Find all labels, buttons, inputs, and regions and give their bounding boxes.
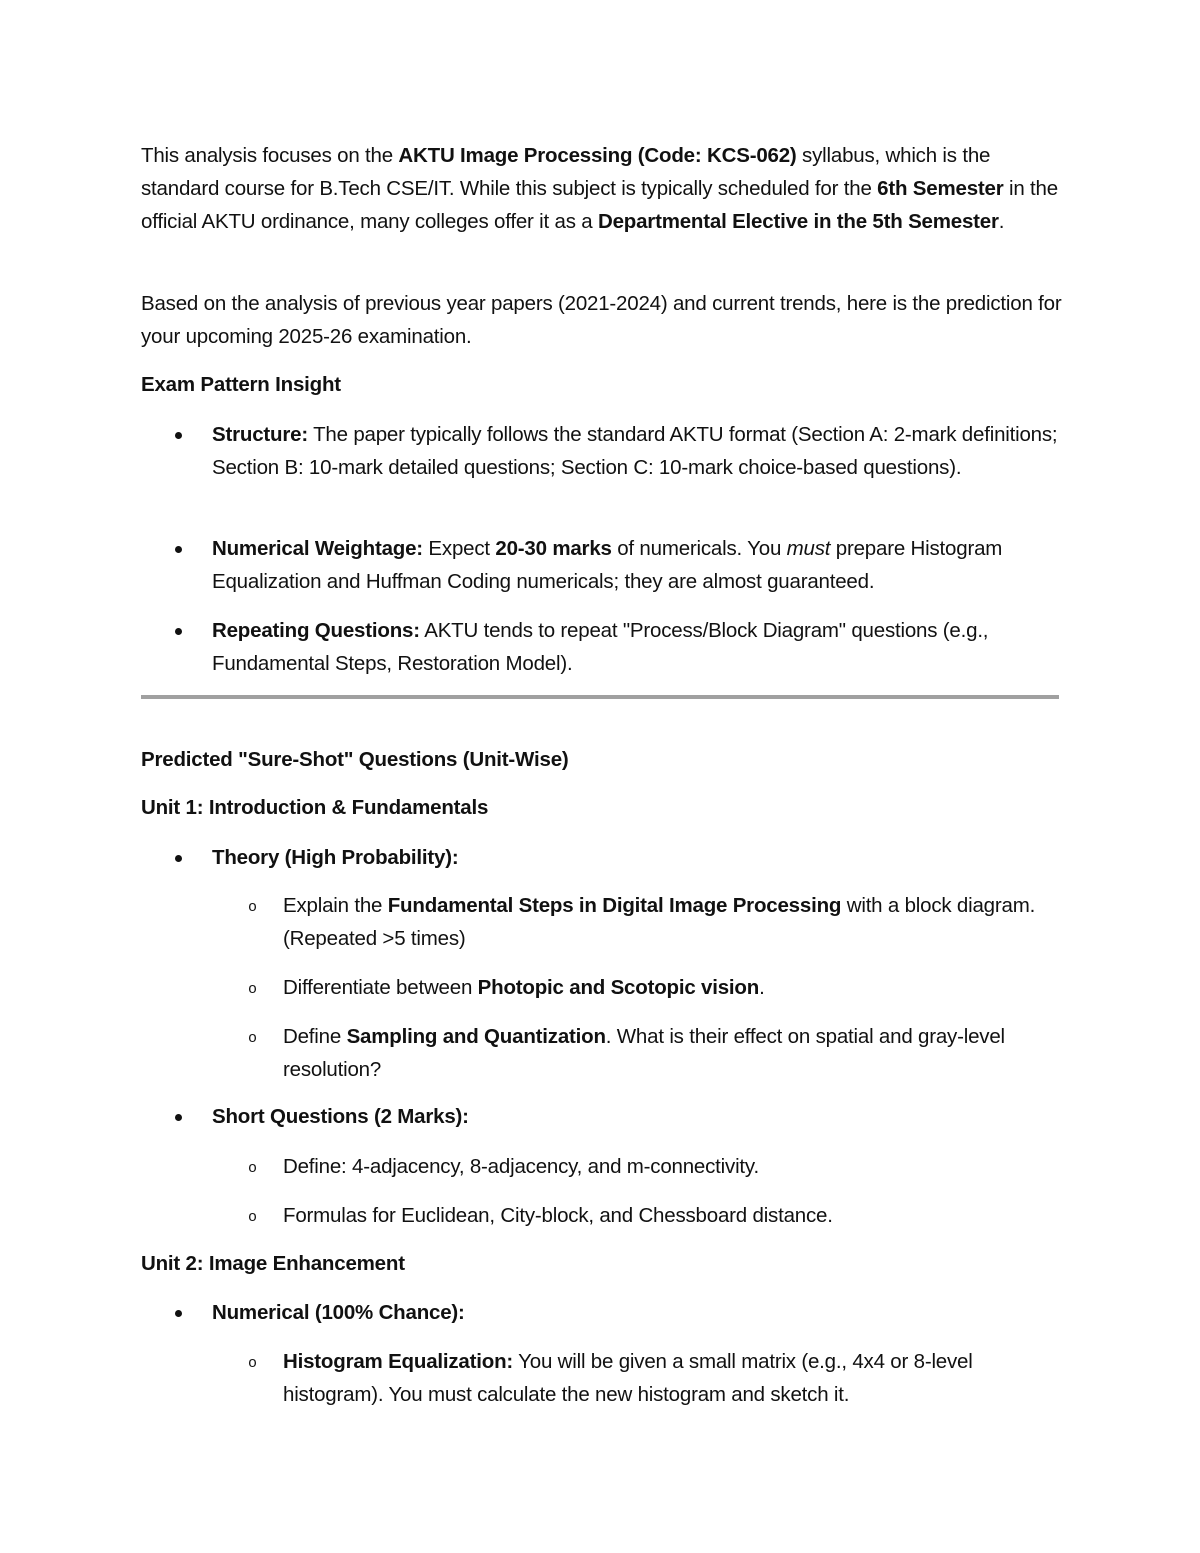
horizontal-divider [141,695,1059,699]
bullet-icon [175,855,182,862]
sub-bullet-icon: o [248,1030,258,1047]
sub-bullet-icon: o [248,981,258,998]
bullet-icon [175,432,182,439]
document-page: This analysis focuses on the AKTU Image Processing (Code: KCS-062) syllabus, which is the standard course for B.Tech CSE/IT. While this subject is typically scheduled for the 6th Semester in the official AKTU ordinance, many colleges offer it as a Departmental Elective in the 5th Semester. Based on the analysis of previous year papers (2021-2024) and current trends, here is the prediction for your upcoming 2025-26 examination. Exam Pattern Insight Structure: The paper typically follows the standard AKTU format (Section A: 2-mark definitions; Section B: 10-mark detailed questions; Section C: 10-mark choice-based questions). Numerical Weightage: Expect 20-30 marks of numericals. You must prepare Histogram Equalization and Huffman Coding numericals; they are almost guaranteed. Repeating Questions: AKTU tends to repeat "Process/Block Diagram" questions (e.g., Fundamental Steps, Restoration Model). Predicted "Sure-Shot" Questions (Unit-Wise) Unit 1: Introduction & Fundamentals Theory (High Probability): o Explain the Fundamental Steps in Digital Image Processing with a block diagram. (Repeated >5 times) o Differentiate between Photopic and Scotopic vision. o Define Sampling and Quantization. What is their effect on spatial and gray-level resolution? Short Questions (2 Marks): o Define: 4-adjacency, 8-adjacency, and m-connectivity. o Formulas for Euclidean, City-block, and Chessboard distance. Unit 2: Image Enhancement Numerical (100% Chance): o Histogram Equalization: You will be given a small matrix (e.g., 4x4 or 8-level histogram). You must calculate the new histogram and sketch it. [0,0,1200,1553]
bullet-icon [175,546,182,553]
semester-6: 6th Semester [877,177,1004,200]
sub-bullet-icon: o [248,1209,258,1226]
sub-bullet-icon: o [248,1160,258,1177]
exam-pattern-heading: Exam Pattern Insight [141,373,341,396]
unit1-heading: Unit 1: Introduction & Fundamentals [141,796,489,819]
predicted-heading: Predicted "Sure-Shot" Questions (Unit-Wise) [141,748,569,771]
intro-paragraph: This analysis focuses on the AKTU Image Processing (Code: KCS-062) syllabus, which is the standard course for B.Tech CSE/IT. While this subject is typically scheduled for the 6th Semester in the official AKTU ordinance, many colleges offer it as a Departmental Elective in the 5th Semester. [141,144,1058,233]
unit2-heading: Unit 2: Image Enhancement [141,1252,405,1275]
bullet-icon [175,628,182,635]
analysis-paragraph: Based on the analysis of previous year papers (2021-2024) and current trends, here is the prediction for your upcoming 2025-26 examination. [141,292,1062,348]
sub-bullet-icon: o [248,899,258,916]
elective-note: Departmental Elective in the 5th Semester [597,210,999,233]
sub-bullet-icon: o [248,1355,258,1372]
course-name: AKTU Image Processing (Code: KCS-062) [398,144,797,167]
bullet-icon [175,1310,182,1317]
bullet-icon [175,1114,182,1121]
